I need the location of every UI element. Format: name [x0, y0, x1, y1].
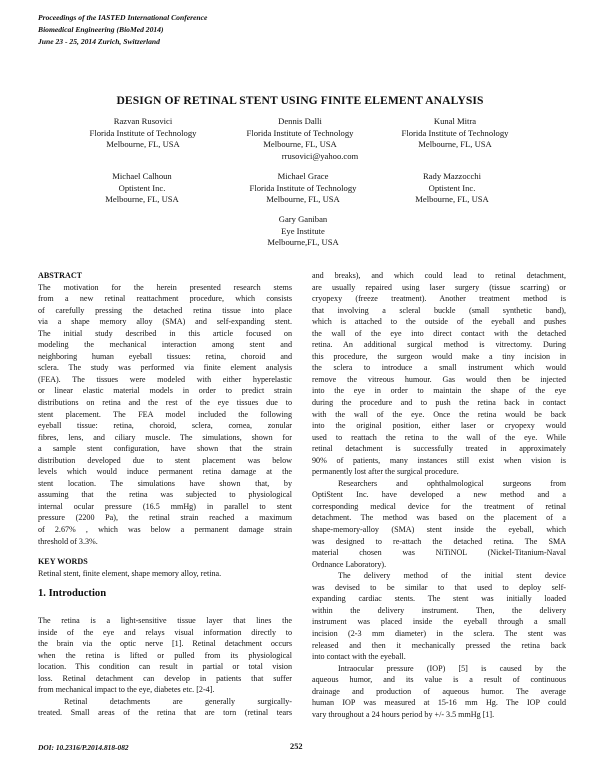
left-column — [38, 270, 292, 579]
abstract-line: neighboring human eyeball tissues: retina, choroid and — [38, 351, 292, 361]
text-line: aqueous humor, and its value is a result of continuous — [312, 675, 566, 685]
intro-line: Retinal detachments are generally surgically- — [64, 696, 292, 706]
text-line: are usually repaired using laser surgery (tissue scarring) or — [312, 282, 566, 292]
author-affiliation: Florida Institute of Technology — [89, 127, 197, 138]
intro-line: inside of the eye and relays visual information directly to — [38, 627, 292, 637]
text-line: remove the vitreous humour. Gas would then be injected — [312, 374, 566, 384]
abstract-line: The motivation for the herein presented research stems — [38, 282, 292, 292]
author-block — [62, 171, 222, 206]
abstract-line: or linear elastic material models in order to predict strain — [38, 386, 292, 396]
author-location: Melbourne, FL, USA — [263, 139, 337, 150]
abstract-line: The initial study described in this article focused on — [38, 328, 292, 338]
author-name: Razvan Rusovici — [113, 116, 173, 126]
abstract-line: distributions on retina and the rest of the eye tissues due to — [38, 398, 292, 408]
text-line: The delivery method of the initial stent device — [338, 571, 566, 581]
author-location: Melbourne, FL, USA — [266, 194, 340, 205]
text-line: 90% of patients, many instances still exist when vision is — [312, 455, 566, 465]
abstract-body — [38, 282, 292, 548]
text-line: the wall of the eye into direct contact with the detached — [312, 328, 566, 338]
event-date-place: June 23 - 25, 2014 Zurich, Switzerland — [38, 37, 160, 46]
text-line: into the original position, either laser or cryopexy would — [312, 421, 566, 431]
text-line: was designed to re-attach the detached retina. The SMA — [312, 536, 566, 546]
text-line: Researchers and ophthalmological surgeons from — [338, 478, 566, 488]
text-line: with the wall of the eye. Once the retina would be back — [312, 409, 566, 419]
paragraph — [312, 663, 566, 721]
abstract-line: distribution developed due to stent placement was below — [38, 455, 292, 465]
author-location: Melbourne, FL, USA — [415, 194, 489, 205]
abstract-line: threshold of 3.3%. — [38, 536, 98, 546]
abstract-line: assuming that the retina was subjected to physiological — [38, 490, 292, 500]
text-line: into the eye in order to maintain the shape of the eye — [312, 386, 566, 396]
text-line: OptiStent Inc. have developed a new method and a — [312, 490, 566, 500]
abstract-line: of 2.67% , which was below a permanent damage strain — [38, 525, 292, 535]
keywords-heading: KEY WORDS — [38, 557, 88, 567]
page-number: 252 — [290, 742, 303, 751]
author-affiliation: Florida Institute of Technology — [249, 182, 357, 193]
abstract-line: sclera. The study was performed via finite element analysis — [38, 363, 292, 373]
abstract-line: eyeball tissue: retina, choroid, sclera, cornea, zonular — [38, 421, 292, 431]
abstract-line: stent placement. The FEA model included the following — [38, 409, 292, 419]
author-name: Kunal Mitra — [433, 116, 477, 126]
abstract-line: of carefully pressing the detached retina tissue into place — [38, 305, 292, 315]
text-line: shape-memory-alloy (SMA) stent inside the eyeball, which — [312, 525, 566, 535]
author-name: Gary Ganiban — [278, 214, 328, 224]
paper-title: DESIGN OF RETINAL STENT USING FINITE ELEMENT ANALYSIS — [116, 94, 484, 107]
abstract-line: pressure (2200 Pa), the retinal strain reached a maximum — [38, 513, 292, 523]
text-line: retina. An additional surgical method is vitrectomy. During — [312, 340, 566, 350]
text-line: which is attached to the outside of the eyeball and pushes — [312, 317, 566, 327]
text-line: this procedure, the surgeon would make a tiny incision in — [312, 351, 566, 361]
intro-line: treated. Small areas of the retina that are torn (retinal tears — [38, 708, 292, 718]
right-column — [312, 270, 566, 720]
text-line: permanently lost after the surgical procedure. — [312, 467, 459, 477]
abstract-line: levels which would induce permanent retina damage at the — [38, 467, 292, 477]
introduction-body — [38, 615, 292, 719]
author-block — [212, 116, 388, 162]
author-location: Melbourne, FL, USA — [105, 194, 179, 205]
author-block — [218, 214, 388, 249]
abstract-line: internal ocular pressure (16.5 mmHg) in parallel to stent — [38, 501, 292, 511]
author-block — [218, 171, 388, 206]
author-affiliation: Eye Institute — [281, 225, 325, 236]
text-line: that involving a scleral buckle (small synthetic band), — [312, 305, 566, 315]
author-affiliation: Optistent Inc. — [118, 182, 166, 193]
abstract-line: modeling the mechanical interaction among stent and — [38, 340, 292, 350]
text-line: material chosen was NiTiNOL (Nickel-Titanium-Naval — [312, 548, 566, 558]
intro-line: from mechanical impact to the eye, diabetes etc. [2-4]. — [38, 685, 215, 695]
intro-line: The retina is a light-sensitive tissue layer that lines the — [38, 616, 292, 625]
section-heading-introduction: 1. Introduction — [38, 588, 107, 599]
text-line: and breaks), and which could lead to retinal detachment, — [312, 271, 566, 280]
abstract-heading: ABSTRACT — [38, 271, 83, 280]
author-block — [372, 171, 532, 206]
author-location: Melbourne, FL, USA — [418, 139, 492, 150]
paragraph — [312, 270, 566, 478]
text-line: retinal detachment is successfully treated in approximately — [312, 444, 566, 454]
text-line: instrument was placed inside the eyeball through a small — [312, 617, 566, 627]
text-line: incision (2-3 mm diameter) in the sclera. The stent was — [312, 628, 566, 638]
abstract-line: (FEA). The tissues were modeled with either hyperelastic — [38, 374, 292, 384]
intro-line: when the retina is lifted or pulled from its physiological — [38, 650, 292, 660]
text-line: detachment. The method was based on the placement of a — [312, 513, 566, 523]
abstract-line: fibres, lens, and ciliary muscle. The simulations, shown for — [38, 432, 292, 442]
conference-name: Proceedings of the IASTED International Conference — [38, 13, 208, 22]
text-line: Ordnance Laboratory). — [312, 559, 387, 569]
paragraph — [312, 478, 566, 570]
author-affiliation: Optistent Inc. — [428, 182, 476, 193]
text-line: during the procedure and to push the retina back in contact — [312, 398, 566, 408]
text-line: expanding cardiac stents. The stent was initially loaded — [312, 594, 566, 604]
paragraph — [312, 570, 566, 662]
author-name: Michael Calhoun — [112, 171, 172, 181]
author-name: Dennis Dalli — [278, 116, 322, 126]
author-affiliation: Florida Institute of Technology — [401, 127, 509, 138]
author-email[interactable]: rrusovici@yahoo.com — [281, 150, 359, 161]
abstract-line: stent location. The simulations have shown that, by — [38, 478, 292, 488]
text-line: within the delivery instrument. Then, the delivery — [312, 605, 566, 615]
author-block — [58, 116, 228, 151]
text-line: corresponding medical device for the treatment of retinal — [312, 501, 566, 511]
text-line: the sclera to introduce a small instrument which would — [312, 363, 566, 373]
text-line: cryopexy (freeze treatment). Another treatment method is — [312, 294, 566, 304]
intro-line: location. This condition can result in partial or total vision — [38, 662, 292, 672]
abstract-line: via a shape memory alloy (SMA) and self-expanding stent. — [38, 317, 292, 327]
keywords-text: Retinal stent, finite element, shape memory alloy, retina. — [38, 568, 222, 578]
text-line: was devised to be similar to that used to deploy self- — [312, 582, 566, 592]
author-location: Melbourne,FL, USA — [267, 237, 339, 248]
text-line: used to reattach the retina to the wall of the eye. While — [312, 432, 566, 442]
intro-line: the brain via the optic nerve [1]. Retinal detachment occurs — [38, 639, 292, 649]
author-affiliation: Florida Institute of Technology — [246, 127, 354, 138]
author-block — [370, 116, 540, 151]
text-line: vary throughout a 24 hours period by +/- 3.5 mmHg [1]. — [312, 709, 495, 719]
text-line: Intraocular pressure (IOP) [5] is caused by the — [338, 663, 566, 673]
intro-line: loss. Retinal detachment can develop in patients that suffer — [38, 673, 292, 683]
text-line: released and then it mechanically pressed the retina back — [312, 640, 566, 650]
text-line: into contact with the eyeball. — [312, 652, 406, 662]
event-name: Biomedical Engineering (BioMed 2014) — [38, 25, 164, 34]
text-line: human IOP was measured at 15-16 mm Hg. The IOP could — [312, 698, 566, 708]
author-name: Michael Grace — [277, 171, 329, 181]
author-name: Rady Mazzocchi — [423, 171, 481, 181]
abstract-line: a sample stent configuration, have shown that the strain — [38, 444, 292, 454]
doi: DOI: 10.2316/P.2014.818-082 — [38, 743, 129, 752]
author-location: Melbourne, FL, USA — [106, 139, 180, 150]
abstract-line: from a new retinal reattachment procedure, which consists — [38, 294, 292, 304]
text-line: drainage and production of aqueous humor. The average — [312, 686, 566, 696]
